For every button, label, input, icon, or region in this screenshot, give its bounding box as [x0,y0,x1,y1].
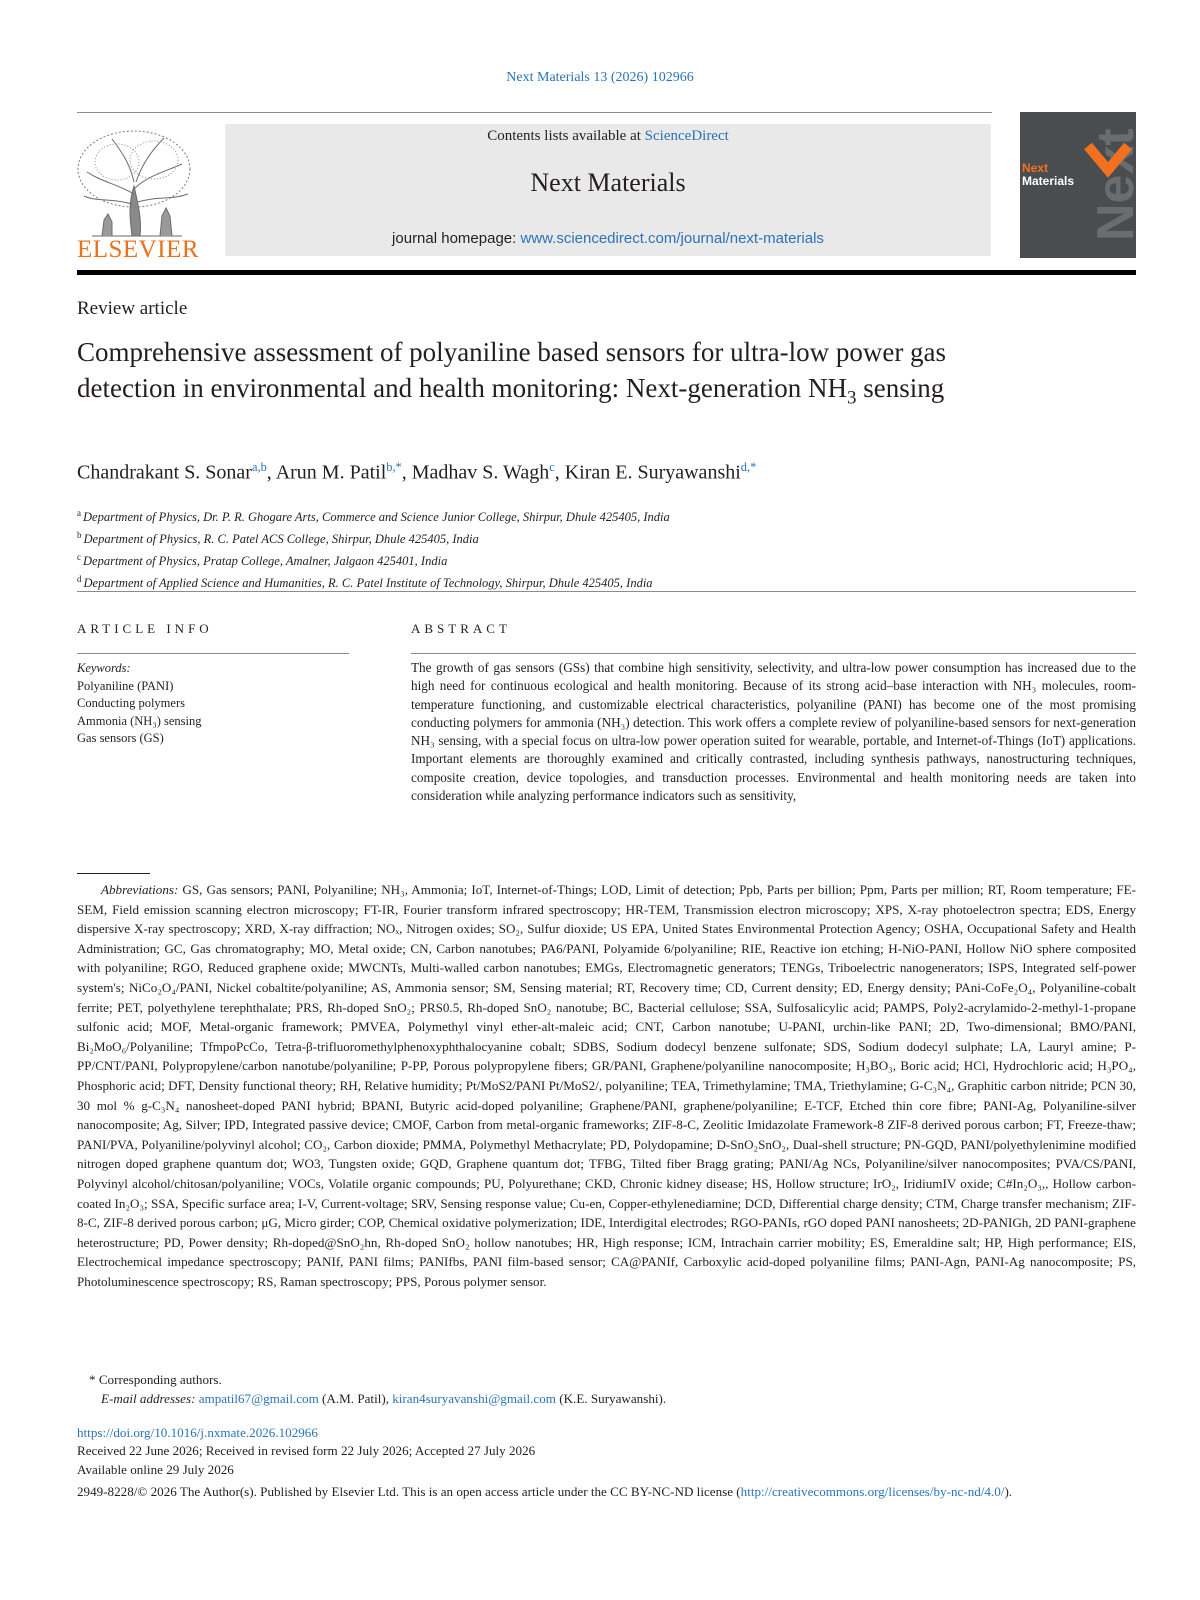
journal-homepage-line [225,230,991,247]
affiliation-item [77,548,1077,570]
journal-reference[interactable]: Next Materials 13 (2026) 102966 [506,70,694,85]
section-rule [77,591,1136,592]
license-link[interactable]: http://creativecommons.org/licenses/by-nc-nd/4.0/ [740,1484,1005,1499]
affiliation-text: Department of Physics, R. C. Patel ACS College, Shirpur, Dhule 425405, India [83,532,479,547]
author-name: Chandrakant S. Sonar [77,461,252,484]
contents-available-line [225,128,991,145]
elsevier-wordmark: ELSEVIER [76,236,200,263]
email-owner: (A.M. Patil), [318,1391,393,1406]
author-name: Arun M. Patil [275,461,387,484]
article-info-heading: ARTICLE INFO [77,621,213,636]
contents-prefix: Contents lists available at [487,128,645,144]
keywords-block [77,660,349,748]
abbreviations-footnote [77,880,1136,1291]
email-addresses [101,1391,666,1407]
cover-title-line1: Next [1022,161,1049,175]
license-text: 2949-8228/© 2026 The Author(s). Published by Elsevier Ltd. This is an open access article under the CC BY-NC-ND license ( [77,1484,741,1499]
affiliation-text: Department of Physics, Dr. P. R. Ghogare Arts, Commerce and Science Junior College, Shirpur, Dhule 425405, India [83,510,670,525]
email-link[interactable]: ampatil67@gmail.com [198,1391,319,1406]
journal-cover-thumbnail [1020,112,1145,258]
homepage-prefix: journal homepage: [392,230,521,247]
author-affiliation-marks[interactable]: a,b [251,460,267,474]
sciencedirect-link[interactable]: ScienceDirect [644,128,729,144]
affiliation-item [77,570,1077,592]
affiliation-text: Department of Physics, Pratap College, Amalner, Jalgaon 425401, India [83,554,448,569]
email-label: E-mail addresses: [101,1391,196,1406]
email-link[interactable]: kiran4suryavanshi@gmail.com [392,1391,556,1406]
homepage-link[interactable]: www.sciencedirect.com/journal/next-materials [520,230,824,247]
author-name: Madhav S. Wagh [411,461,550,484]
author-name: Kiran E. Suryawanshi [564,461,741,484]
available-online-date: Available online 29 July 2026 [77,1462,234,1477]
author-affiliation-marks[interactable]: c [549,460,555,474]
cover-side-text: Next [1087,128,1145,242]
affiliation-mark: b [77,530,82,541]
keyword-item: Ammonia (NH₃) sensing [77,713,202,728]
abbreviations-label: Abbreviations: [101,882,179,897]
paper-title [77,334,1017,416]
license-end: ). [1004,1484,1013,1499]
affiliation-item [77,504,1077,526]
header-rule [77,112,992,113]
cover-title [1022,162,1074,188]
doi-link[interactable]: https://doi.org/10.1016/j.nxmate.2026.102966 [77,1425,318,1440]
affiliation-item [77,526,1077,548]
masthead-thick-rule [77,270,1136,275]
affiliation-list [77,504,1077,593]
title-subscript: 3 [847,387,857,409]
title-end: sensing [856,373,945,403]
journal-masthead [225,124,991,256]
abstract-heading: ABSTRACT [411,621,511,636]
abbreviations-text: GS, Gas sensors; PANI, Polyaniline; NH₃, Ammonia; IoT, Internet-of-Things; LOD, Limit of detection; Ppb, Parts per billion; Ppm, Parts per million; RT, Room temperature; FE-SEM, Field emission scanning electron microscopy; FT-IR, Fourier transform infrared spectroscopy; HR-TEM, Transmission electron microscopy; XPS, X-ray photoelectron spectra; EDS, Energy dispersive X-ray spectroscopy; XRD, X-ray diffraction; NOₓ, Nitrogen oxides; SO₂, Sulfur dioxide; US EPA, United States Environmental Protection Agency; OSHA, Occupational Safety and Health Administration; GC, Gas chromatography; MO, Metal oxide; CN, Carbon nanotubes; PA6/PANI, Polyamide 6/polyaniline; RIE, Reactive ion etching; H-NiO-PANI, Hollow NiO sphere composited with polyaniline; RGO, Reduced graphene oxide; MWCNTs, Multi-walled carbon nanotubes; EMGs, Electromagnetic generators; TENGs, Triboelectric nanogenerators; ISPS, Integrated self-power system's; NiCo₂O₄/PANI, Nickel cobaltite/polyaniline; AS, Ammonia sensor; SM, Sensing material; RT, Recovery time; CD, Current density; ED, Energy density; PAni-CoFe₂O₄, Polyaniline-cobalt ferrite; PET, polyethylene terephthalate; PRS, Rh-doped SnO₂; PRS0.5, Rh-doped SnO₂ nanotube; BC, Bacterial cellulose; SSA, Sulfosalicylic acid; PAMPS, Poly2-acrylamido-2-methyl-1-propane sulfonic acid; MOF, Metal-organic framework; PMVEA, Polymethyl vinyl ether-alt-maleic acid; CNT, Carbon nanotube; U-PANI, urchin-like PANI; 2D, Two-dimensional; BMO/PANI, Bi₂MoO₆/Polyaniline; TfmpoPcCo, Tetra-β-trifluoromethylphenoxyphthalocyanine cobalt; SDBS, Sodium dodecyl benzene sulfonate; SDS, Sodium dodecyl sulphate; LA, Lauryl amine; P-PP/CNT/PANI, Polypropylene/carbon nanotube/polyaniline; P-PP, Porous polypropylene fibers; GR/PANI, Graphene/polyaniline nanocomposite; H₃BO₃, Boric acid; HCl, Hydrochloric acid; H₃PO₄, Phosphoric acid; DFT, Density functional theory; RH, Relative humidity; Pt/MoS2/PANI Pt/MoS2/, polyaniline; TEA, Trimethylamine; TMA, Triethylamine; G-C₃N₄, Graphitic carbon nitride; PCN 30, 30 mol % g-C₃N₄ nanosheet-doped PANI hybrid; BPANI, Butyric acid-doped polyaniline; Graphene/PANI, graphene/polyaniline; E-TCF, Etched thin core fibre; PANI-Ag, Polyaniline-silver nanocomposite; Ag, Silver; IPD, Integrated passive device; CMOF, Carbon from metal-organic frameworks; ZIF-8-C, Zeolitic Imidazolate Framework-8 ZIF-8 derived porous carbon; FT, Freeze-thaw; PANI/PVA, Polyaniline/polyvinyl alcohol; CO₂, Carbon dioxide; PMMA, Polymethyl Methacrylate; PD, Polydopamine; D-SnO₂SnO₂, Dual-shell structure; PN-GQD, PANI/polyethylenimine modified nitrogen doped graphene quantum dot; WO3, Tungsten oxide; GQD, Graphene quantum dot; TFBG, Tilted fiber Bragg grating; PANI/Ag NCs, Polyaniline/silver nanocomposites; PVA/CS/PANI, Polyvinyl alcohol/chitosan/polyaniline; VOCs, Volatile organic compounds; PU, Polyurethane; CKD, Chronic kidney disease; HS, Hollow structure; IrO₂, IridiumIV oxide; C#In₂O₃,, Hollow carbon-coated In₂O₃; SSA, Specific surface area; I-V, Current-voltage; SRV, Sensing response value; Cu-en, Copper-ethylenediamine; DCD, Differential charge density; CTM, Charge transfer mechanism; ZIF-8-C, ZIF-8 derived porous carbon; μG, Micro girder; COP, Chemical oxidative polymerization; IDE, Interdigital electrodes; RGO-PANIs, rGO doped PANI nanosheets; 2D-PANIGh, 2D PANI-graphene heterostructure; PD, Power density; Rh-doped@SnO₂hn, Rh-doped SnO₂ hollow nanotubes; HR, High response; ICM, Intrachain carrier mobility; ES, Emeraldine salt; HP, High performance; EIS, Electrochemical impedance spectroscopy; PANIf, PANI films; PANIfbs, PANI film-based sensor; CA@PANIf, Carboxylic acid-doped polyaniline films; PANI-Agn, PANI-Ag nanocomposite; PS, Photoluminescence spectroscopy; RS, Raman spectroscopy; PPS, Porous polymer sensor. [77,882,1136,1289]
keyword-item: Gas sensors (GS) [77,731,164,745]
abstract-text: The growth of gas sensors (GSs) that combine high sensitivity, selectivity, and ultra-low power consumption has increased due to the high need for continuous ecological and health monitoring. Because of its strong acid–base interaction with NH₃ molecules, room-temperature functioning, and customizable electrical characteristics, polyaniline (PANI) has become one of the most promising conducting polymers for ammonia (NH₃) detection. This work offers a complete review of polyaniline-based sensors for next-generation NH₃ sensing, with a special focus on ultra-low power operation suited for wearable, portable, and Internet-of-Things (IoT) applications. Important elements are thoroughly examined and critically contrasted, including synthesis pathways, nanostructuring techniques, composite creation, device topologies, and transduction processes. Environmental and health monitoring needs are taken into consideration while analyzing performance indicators such as sensitivity, [411,660,1136,804]
keywords-title: Keywords: [77,661,131,675]
article-type: Review article [77,298,188,319]
journal-title: Next Materials [530,168,686,197]
affiliation-mark: a [77,508,81,518]
affiliation-mark: d [77,574,82,585]
author-list: Chandrakant S. Sonar$^{a,b}$, Arun M. Patil$^{b,*}$, Madhav S. Wagh$^c$, Kiran E. Suryawanshi$^{d,*}$ [77,460,757,484]
received-dates: Received 22 June 2026; Received in revised form 22 July 2026; Accepted 27 July 2026 [77,1443,536,1458]
cover-title-line2: Materials [1022,174,1075,188]
cover-chevron-graphic [1082,142,1134,202]
author-affiliation-marks[interactable]: d,* [740,460,757,474]
title-main: Comprehensive assessment of polyaniline based sensors for ultra-low power gas detection in environmental and health monitoring: Next-generation NH [77,337,947,403]
abstract-rule [411,653,1136,654]
email-owner: (K.E. Suryawanshi). [555,1391,667,1406]
keyword-item: Conducting polymers [77,696,185,710]
footnote-rule [77,873,150,874]
author-affiliation-marks[interactable]: b,* [386,460,402,474]
article-info-rule [77,653,349,654]
keyword-item: Polyaniline (PANI) [77,678,174,693]
affiliation-mark: c [77,552,81,563]
license-statement [77,1482,1136,1502]
affiliation-text: Department of Applied Science and Humanities, R. C. Patel Institute of Technology, Shirpur, Dhule 425405, India [83,576,653,591]
corresponding-authors-note: * Corresponding authors. [89,1372,222,1387]
